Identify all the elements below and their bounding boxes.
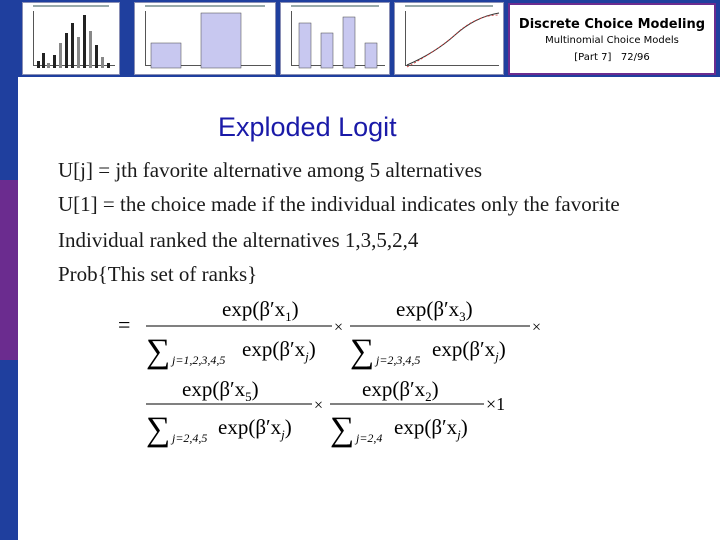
index-1: j=1,2,3,4,5 <box>172 353 226 367</box>
header-strip <box>18 0 720 77</box>
text-line-2: U[1] = the choice made if the individual indicates only the favorite <box>58 192 620 216</box>
page-number: 72/96 <box>620 52 650 63</box>
denominator-2: $\exp(\beta'x_j)$ <box>432 337 506 364</box>
thumbnail-line-plot <box>394 2 504 75</box>
page-indicator <box>510 52 714 63</box>
numerator-2: $\exp(\beta'x_3)$ <box>396 297 473 324</box>
formula-equals: = <box>118 312 131 337</box>
sigma-2: ∑ <box>350 333 375 370</box>
text-line-4: Prob{This set of ranks} <box>58 262 258 286</box>
exploded-logit-formula <box>110 290 550 450</box>
left-band-top <box>0 0 18 180</box>
thumbnail-curves <box>395 3 504 75</box>
course-title: Discrete Choice Modeling <box>518 17 706 32</box>
numerator-1: $\exp(\beta'x_1)$ <box>222 297 299 324</box>
thumbnail-bar-chart-2 <box>134 2 276 75</box>
course-subtitle: Multinomial Choice Models <box>545 35 679 46</box>
sigma-1: ∑ <box>146 333 171 370</box>
header-title-box <box>508 3 716 75</box>
thumbnail-bar-chart-1 <box>22 2 120 75</box>
left-band-middle <box>0 180 18 360</box>
text-line-1: U[j] = jth favorite alternative among 5 alternatives <box>58 158 483 182</box>
index-3: j=2,4,5 <box>172 431 208 445</box>
slide-title: Exploded Logit <box>218 112 397 142</box>
denominator-4: $\exp(\beta'x_j)$ <box>394 415 468 442</box>
index-2: j=2,3,4,5 <box>376 353 421 367</box>
thumbnail-bar-chart-3 <box>280 2 390 75</box>
times-one: ×1 <box>486 394 506 414</box>
times-1: × <box>334 319 344 336</box>
thumbnail-bars <box>281 3 390 75</box>
denominator-3: $\exp(\beta'x_j)$ <box>218 415 292 442</box>
denominator-1: $\exp(\beta'x_j)$ <box>242 337 316 364</box>
numerator-3: $\exp(\beta'x_5)$ <box>182 377 259 404</box>
part-label: [Part 7] <box>574 52 612 63</box>
thumbnail-bars <box>135 3 276 75</box>
times-2: × <box>532 319 542 336</box>
sigma-3: ∑ <box>146 411 171 448</box>
index-4: j=2,4 <box>356 431 383 445</box>
left-band-bottom <box>0 360 18 540</box>
sigma-4: ∑ <box>330 411 355 448</box>
text-line-3: Individual ranked the alternatives 1,3,5,2,4 <box>58 228 419 252</box>
thumbnail-bars <box>23 3 120 75</box>
numerator-4: $\exp(\beta'x_2)$ <box>362 377 439 404</box>
times-3: × <box>314 397 324 414</box>
